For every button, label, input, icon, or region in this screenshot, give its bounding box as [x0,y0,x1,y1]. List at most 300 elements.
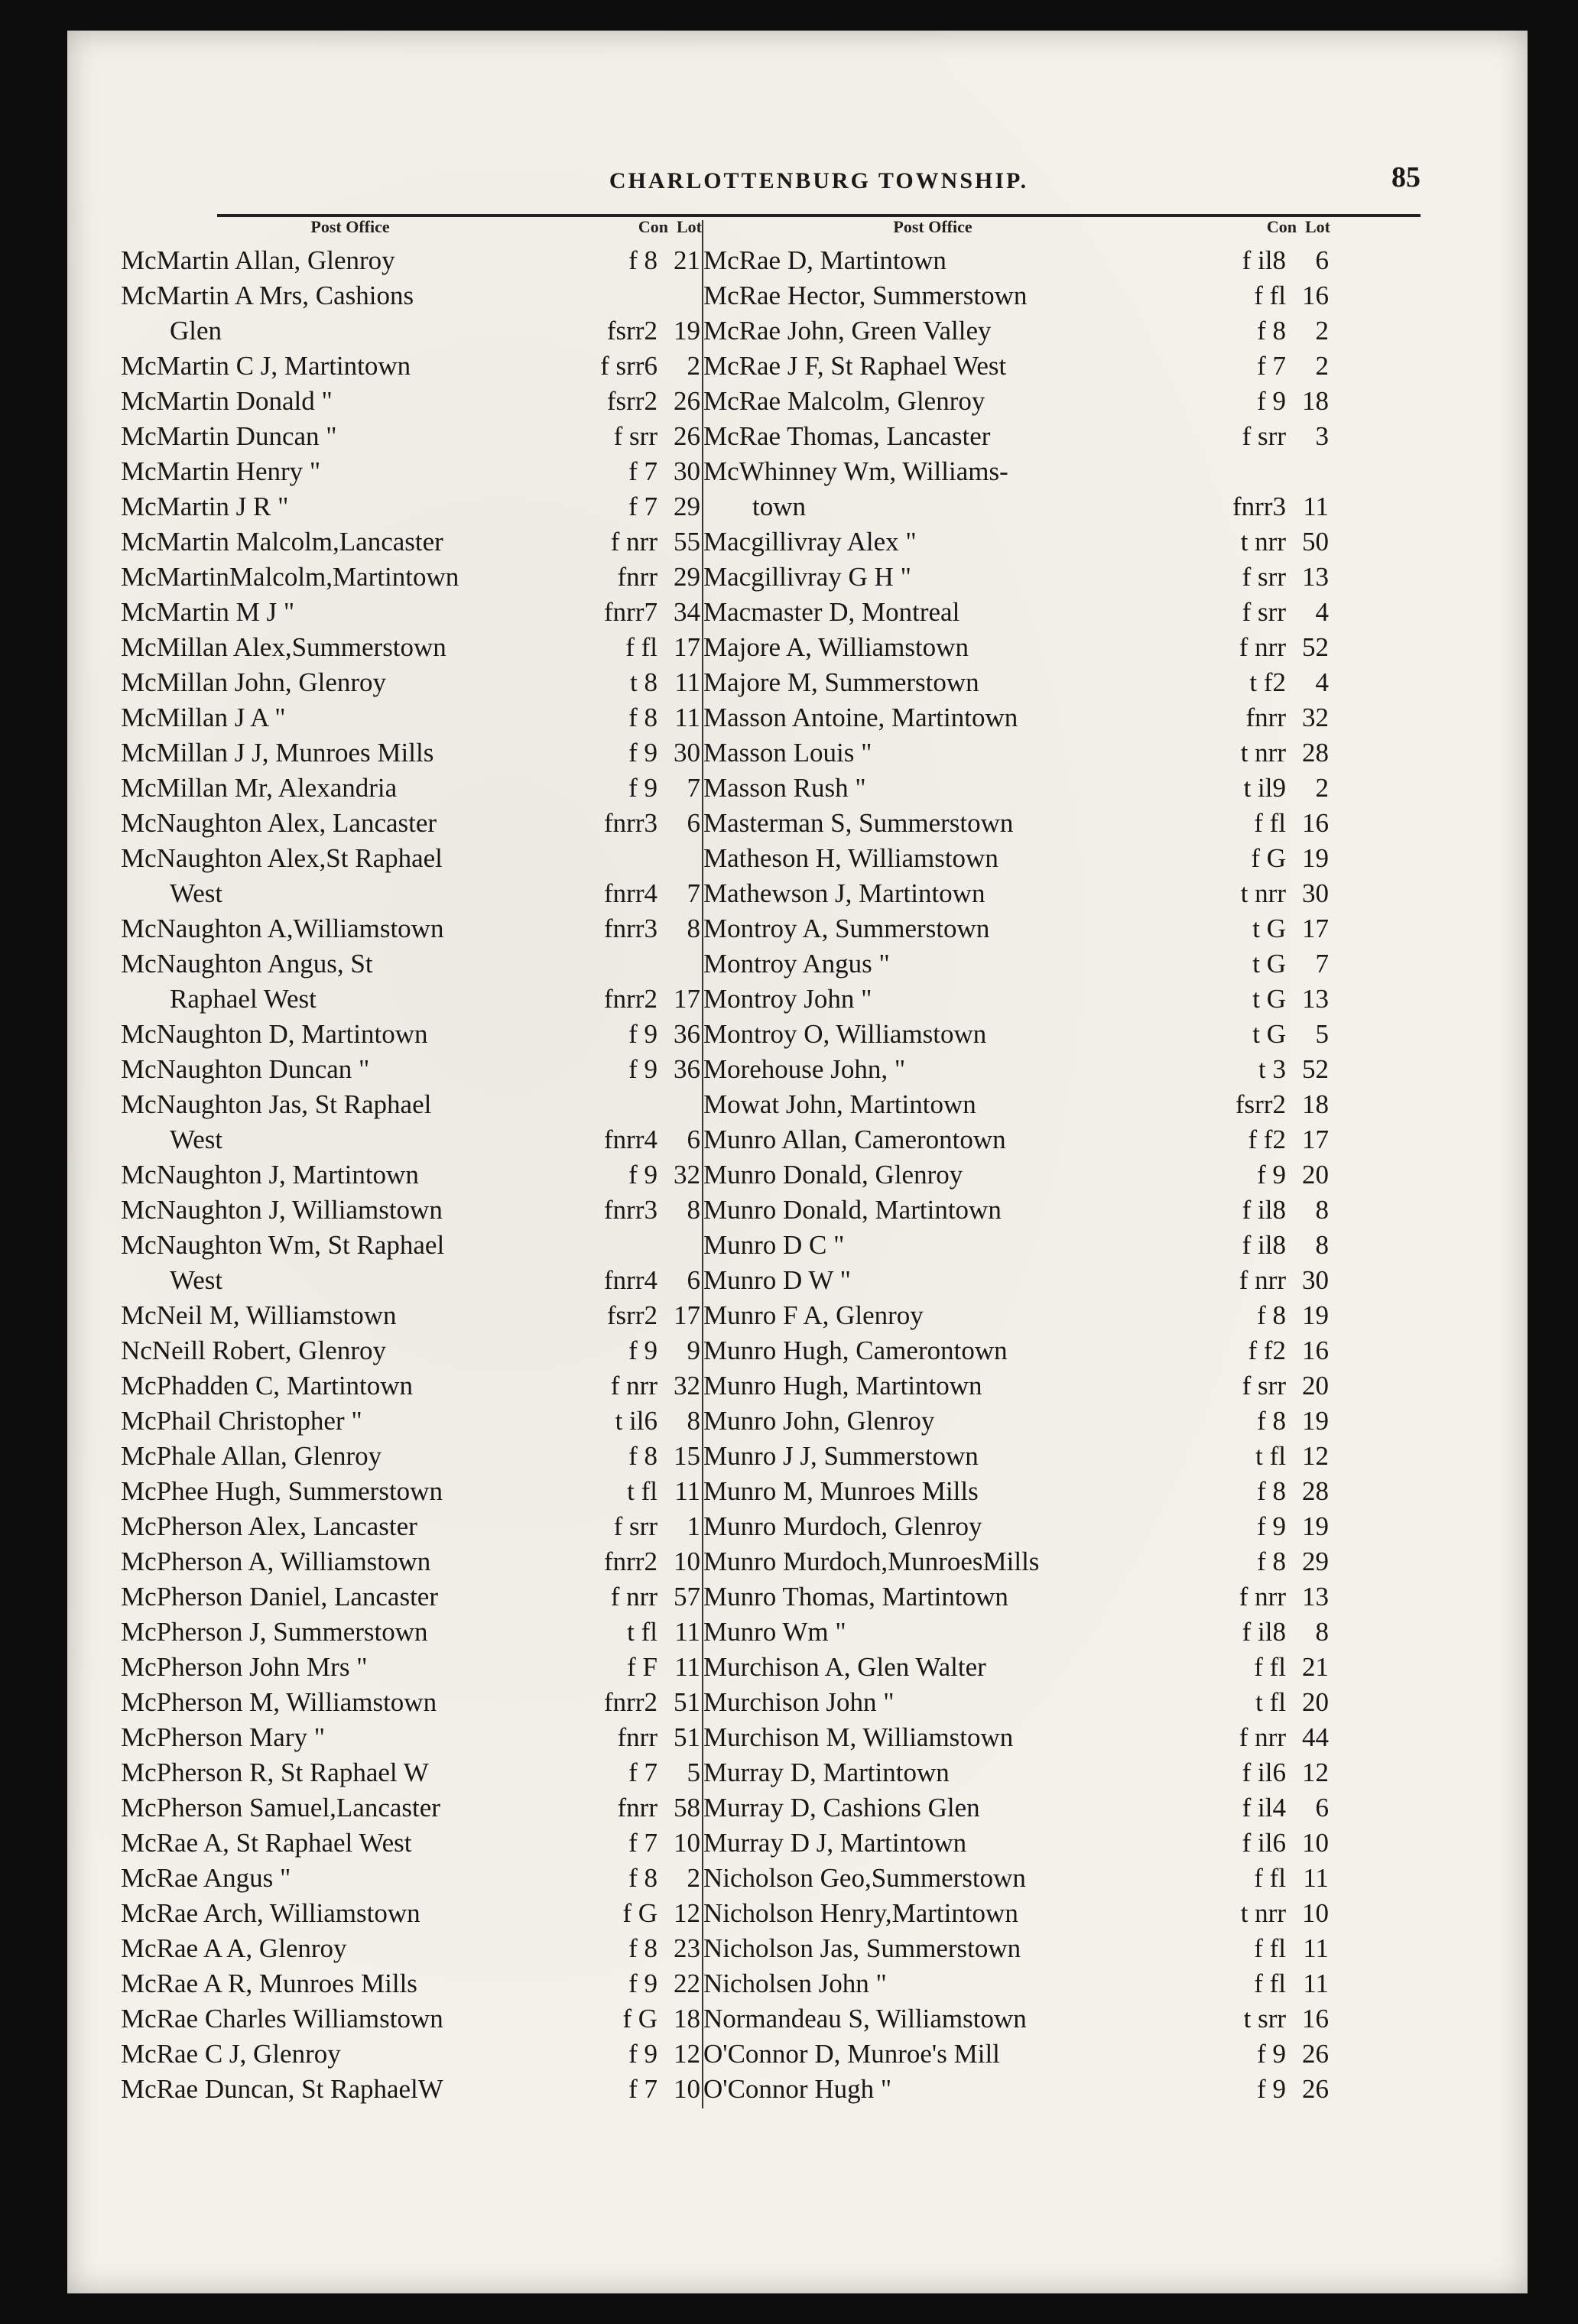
directory-entry [703,349,1330,384]
entry-lot: 11 [674,703,700,732]
entry-con: f 8 [628,1933,658,1963]
directory-entry [121,1298,702,1333]
entry-con: f 9 [628,1969,658,1998]
entry-name: Murray D J, Martintown [703,1828,967,1858]
entry-lot: 30 [674,456,700,486]
entry-lot: 29 [674,562,700,592]
entry-name: Murchison John " [703,1687,895,1717]
entry-lot: 4 [1315,597,1329,627]
entry-con: f il6 [1242,1758,1286,1787]
entry-lot: 8 [1315,1195,1329,1225]
entry-lot: 30 [674,738,700,768]
directory-entry [703,841,1330,876]
entry-con: f fl [1254,1652,1286,1682]
entry-name: McMillan J A " [121,703,286,732]
entry-lot: 17 [1302,1125,1329,1154]
entry-lot: 16 [1302,808,1329,838]
entry-con: f 8 [628,1441,658,1471]
entry-con: f 7 [628,492,658,521]
entry-name: West [170,1265,223,1295]
directory-entry [703,595,1330,630]
entry-name: McRae Duncan, St RaphaelW [121,2074,443,2104]
right-column-header [703,217,1330,243]
directory-entry [121,1896,702,1931]
directory-entry [703,243,1330,278]
entry-con: t nrr [1240,527,1286,557]
directory-entry [703,2001,1330,2037]
entry-name: McMartin Henry " [121,456,321,486]
directory-entry [703,946,1330,982]
entry-name: Montroy A, Summerstown [703,914,990,943]
entry-con: t 8 [630,667,658,697]
entry-con: f 9 [628,1054,658,1084]
directory-entry [703,1298,1330,1333]
entry-name: McRae A R, Munroes Mills [121,1969,417,1998]
directory-entry [703,1017,1330,1052]
entry-lot: 36 [674,1019,700,1049]
entry-lot: 6 [1315,1793,1329,1823]
directory-entry [703,1896,1330,1931]
entry-con: f fl [625,632,658,662]
entry-lot: 2 [687,1863,700,1893]
entry-con: fnrr7 [604,597,658,627]
entry-name: McPhadden C, Martintown [121,1371,414,1401]
directory-entry [121,1193,702,1228]
entry-name: McNaughton A,Williamstown [121,914,444,943]
entry-lot: 6 [687,808,700,838]
entry-lot: 6 [1315,245,1329,275]
entry-name: McMartin C J, Martintown [121,351,411,381]
directory-entry [703,1122,1330,1157]
entry-con: fnrr3 [1232,492,1286,521]
entry-con: fnrr3 [604,808,658,838]
entry-con: f nrr [610,1371,658,1401]
directory-entry [703,876,1330,911]
entry-con: f 8 [628,245,658,275]
entry-lot: 20 [1302,1371,1329,1401]
directory-entry [121,982,702,1017]
entry-con: t il6 [615,1406,658,1436]
entry-lot: 10 [1302,1898,1329,1928]
directory-entry [121,1228,702,1263]
entry-con: f 7 [1257,351,1286,381]
entry-con: f F [627,1652,658,1682]
directory-entry [121,454,702,489]
entry-con: f 8 [1257,1547,1286,1576]
directory-entry [121,1615,702,1650]
entry-lot: 44 [1302,1722,1329,1752]
entry-lot: 20 [1302,1160,1329,1190]
directory-entry [121,1861,702,1896]
entry-name: town [752,492,806,521]
directory-entry [703,1931,1330,1966]
entry-con: f il8 [1242,245,1286,275]
directory-entry [121,735,702,771]
entry-name: McNaughton D, Martintown [121,1019,428,1049]
directory-entry [121,1474,702,1509]
entry-lot: 10 [674,2074,700,2104]
entry-lot: 11 [674,1476,700,1506]
directory-entry [703,1228,1330,1263]
directory-entry [703,1439,1330,1474]
entry-con: f 8 [1257,1476,1286,1506]
entry-name: Nicholson Jas, Summerstown [703,1933,1021,1963]
entry-lot: 12 [674,2039,700,2069]
entry-lot: 19 [1302,1511,1329,1541]
directory-entry [703,1826,1330,1861]
entry-name: McMartin J R " [121,492,289,521]
entry-lot: 8 [687,914,700,943]
page-number: 85 [1391,161,1421,193]
entry-con: f G [622,1898,658,1928]
entry-name: McRae Malcolm, Glenroy [703,386,985,416]
lot-label: Lot [677,217,702,236]
con-label: Con [1266,217,1297,236]
entry-con: fnrr2 [604,1687,658,1717]
entry-lot: 2 [1315,316,1329,346]
entry-name: McNaughton J, Williamstown [121,1195,443,1225]
entry-name: McRae J F, St Raphael West [703,351,1007,381]
entry-con: f nrr [610,527,658,557]
entry-lot: 23 [674,1933,700,1963]
entry-name: McPhee Hugh, Summerstown [121,1476,443,1506]
entry-con: f il4 [1242,1793,1286,1823]
entry-name: McMartin M J " [121,597,295,627]
directory-entry [121,1052,702,1087]
directory-entry [121,1017,702,1052]
entry-lot: 2 [1315,351,1329,381]
entry-name: McNaughton Alex, Lancaster [121,808,437,838]
entry-lot: 11 [674,1652,700,1682]
entry-name: McPherson R, St Raphael W [121,1758,429,1787]
entry-con: fsrr2 [606,386,658,416]
entry-con: fnrr4 [604,1125,658,1154]
entry-lot: 36 [674,1054,700,1084]
entry-name: McPherson M, Williamstown [121,1687,437,1717]
entry-con: t nrr [1240,738,1286,768]
entry-name: Nicholson Henry,Martintown [703,1898,1018,1928]
directory-entry [121,243,702,278]
entry-name: McMartin A Mrs, Cashions [121,281,414,310]
entry-con: fnrr4 [604,878,658,908]
directory-entry [121,1122,702,1157]
entry-lot: 19 [674,316,700,346]
entry-con: t G [1252,1019,1286,1049]
post-office-label: Post Office [310,217,390,236]
entry-name: McMillan J J, Munroes Mills [121,738,434,768]
entry-lot: 32 [674,1371,700,1401]
entry-con: fnrr4 [604,1265,658,1295]
entry-name: Munro Murdoch,MunroesMills [703,1547,1040,1576]
directory-entry [703,2072,1330,2107]
entry-name: Munro D W " [703,1265,851,1295]
entry-lot: 11 [674,1617,700,1647]
entry-lot: 26 [674,386,700,416]
entry-lot: 10 [1302,1828,1329,1858]
left-column-header [121,217,702,243]
entry-con: f nrr [610,1582,658,1612]
entry-name: McRae Hector, Summerstown [703,281,1028,310]
entry-lot: 21 [674,245,700,275]
entry-name: McNeil M, Williamstown [121,1300,397,1330]
entry-name: McMillan Alex,Summerstown [121,632,446,662]
directory-entry [703,806,1330,841]
entry-lot: 17 [674,632,700,662]
entry-name: Murray D, Cashions Glen [703,1793,980,1823]
directory-entry [703,1544,1330,1579]
entry-con: f 9 [1257,1511,1286,1541]
page-title: CHARLOTTENBURG TOWNSHIP. [609,168,1029,193]
directory-entry [121,1685,702,1720]
entry-con: f srr6 [600,351,658,381]
directory-entry [703,1263,1330,1298]
directory-entry [121,349,702,384]
entry-name: Masson Rush " [703,773,866,803]
entry-name: O'Connor D, Munroe's Mill [703,2039,1000,2069]
entry-name: McPherson A, Williamstown [121,1547,431,1576]
entry-con: f 9 [628,1019,658,1049]
entry-name: McNaughton Duncan " [121,1054,370,1084]
entry-con: f srr [1242,597,1286,627]
directory-entry [121,560,702,595]
entry-lot: 5 [1315,1019,1329,1049]
entry-name: Masson Antoine, Martintown [703,703,1018,732]
entry-name: Majore A, Williamstown [703,632,969,662]
entry-con: f 9 [1257,2074,1286,2104]
entry-con: f nrr [1239,1265,1286,1295]
entry-name: Montroy O, Williamstown [703,1019,987,1049]
entry-lot: 8 [687,1406,700,1436]
directory-entry [121,876,702,911]
directory-entry [121,524,702,560]
entry-name: McMillan John, Glenroy [121,667,387,697]
entry-con: t fl [1255,1441,1286,1471]
entry-con: t f2 [1249,667,1286,697]
entry-con: f srr [1242,421,1286,451]
entry-lot: 21 [1302,1652,1329,1682]
entry-name: Montroy Angus " [703,949,890,979]
entry-name: McPherson Mary " [121,1722,326,1752]
entry-lot: 11 [1303,1933,1329,1963]
directory-entry [703,630,1330,665]
directory-entry [703,1966,1330,2001]
entry-con: f 9 [628,2039,658,2069]
entry-con: fnrr [1245,703,1286,732]
entry-con: f 8 [628,1863,658,1893]
directory-entry [121,1931,702,1966]
directory-entry [121,1790,702,1826]
directory-entry [703,384,1330,419]
directory-entry [703,1861,1330,1896]
directory-entry [121,630,702,665]
directory-entry [121,911,702,946]
entry-name: Munro Thomas, Martintown [703,1582,1008,1612]
entry-con: f 8 [628,703,658,732]
directory-entry [121,2001,702,2037]
directory-entry [703,489,1330,524]
entry-lot: 55 [674,527,700,557]
directory-entry [703,1368,1330,1404]
entry-con: fnrr [617,1793,658,1823]
entry-name: Murchison M, Williamstown [703,1722,1014,1752]
entry-lot: 1 [687,1511,700,1541]
entry-con: f 9 [628,738,658,768]
entry-name: McMartin Allan, Glenroy [121,245,395,275]
lot-label: Lot [1305,217,1330,236]
entry-con: t nrr [1240,878,1286,908]
entry-lot: 51 [674,1687,700,1717]
entry-con: t fl [1255,1687,1286,1717]
entry-name: McPhail Christopher " [121,1406,362,1436]
entry-name: McRae Thomas, Lancaster [703,421,991,451]
directory-entry [121,1509,702,1544]
entry-name: Munro Murdoch, Glenroy [703,1511,982,1541]
entry-name: McNaughton Jas, St Raphael [121,1089,432,1119]
entry-con: f 9 [1257,2039,1286,2069]
entry-lot: 16 [1302,1336,1329,1365]
entry-lot: 29 [1302,1547,1329,1576]
entry-con: f nrr [1239,1722,1286,1752]
entry-lot: 11 [1303,1863,1329,1893]
entry-name: McNaughton Angus, St [121,949,373,979]
entry-con: f il8 [1242,1230,1286,1260]
directory-entry [703,1615,1330,1650]
entry-lot: 2 [687,351,700,381]
entry-name: Munro Allan, Camerontown [703,1125,1006,1154]
entry-con: f fl [1254,1969,1286,1998]
directory-entry [703,419,1330,454]
directory-entry [703,1052,1330,1087]
directory-entry [121,1439,702,1474]
entry-name: McRae Charles Williamstown [121,2004,443,2034]
entry-con: fsrr2 [606,316,658,346]
entry-name: McPherson John Mrs " [121,1652,368,1682]
entry-lot: 11 [1303,492,1329,521]
directory-entry [121,384,702,419]
entry-lot: 13 [1302,1582,1329,1612]
entry-lot: 18 [674,2004,700,2034]
entry-name: McPherson J, Summerstown [121,1617,428,1647]
entry-lot: 19 [1302,1300,1329,1330]
entry-name: Normandeau S, Williamstown [703,2004,1027,2034]
entry-lot: 28 [1302,738,1329,768]
entry-lot: 9 [687,1336,700,1365]
page-header [217,153,1421,217]
entry-con: f fl [1254,808,1286,838]
entry-name: Morehouse John, " [703,1054,906,1084]
directory-entry [703,1193,1330,1228]
directory-entry [121,1368,702,1404]
entry-name: Munro D C " [703,1230,845,1260]
entry-lot: 28 [1302,1476,1329,1506]
entry-lot: 12 [1302,1441,1329,1471]
directory-entry [703,1157,1330,1193]
entry-lot: 13 [1302,562,1329,592]
entry-con: f nrr [1239,1582,1286,1612]
directory-entry [703,1087,1330,1122]
entry-con: f fl [1254,1933,1286,1963]
entry-name: McNaughton Alex,St Raphael [121,843,443,873]
entry-con: f f2 [1248,1125,1286,1154]
entry-con: f 9 [1257,386,1286,416]
directory-entry [121,771,702,806]
entry-con: f nrr [1239,632,1286,662]
directory-entry [703,665,1330,700]
entry-lot: 18 [1302,1089,1329,1119]
entry-lot: 34 [674,597,700,627]
entry-lot: 32 [1302,703,1329,732]
entry-lot: 57 [674,1582,700,1612]
entry-name: McMartinMalcolm,Martintown [121,562,459,592]
directory-entry [121,1404,702,1439]
directory-entry [703,1333,1330,1368]
directory-entry [121,1087,702,1122]
entry-name: Munro Hugh, Martintown [703,1371,982,1401]
entry-lot: 26 [1302,2039,1329,2069]
con-label: Con [638,217,668,236]
entry-con: t G [1252,949,1286,979]
entry-lot: 17 [674,984,700,1014]
directory-entry [703,1509,1330,1544]
entry-name: McPherson Daniel, Lancaster [121,1582,438,1612]
entry-con: f 7 [628,1828,658,1858]
directory-entry [121,2072,702,2107]
entry-con: t G [1252,914,1286,943]
entry-con: t fl [627,1617,658,1647]
entry-name: Matheson H, Williamstown [703,843,998,873]
entry-lot: 10 [674,1828,700,1858]
entry-name: Murray D, Martintown [703,1758,950,1787]
entry-name: McPherson Samuel,Lancaster [121,1793,440,1823]
entry-lot: 8 [687,1195,700,1225]
entry-name: McRae Arch, Williamstown [121,1898,420,1928]
entry-name: Munro F A, Glenroy [703,1300,924,1330]
entry-con: f 9 [628,773,658,803]
entry-name: Raphael West [170,984,317,1014]
entry-con: f 9 [628,1336,658,1365]
entry-name: Masterman S, Summerstown [703,808,1014,838]
entry-name: McMartin Malcolm,Lancaster [121,527,443,557]
entry-con: f 7 [628,1758,658,1787]
directory-entry [703,1755,1330,1790]
entry-con: t G [1252,984,1286,1014]
entry-con: f f2 [1248,1336,1286,1365]
entry-con: t 3 [1258,1054,1286,1084]
entry-name: Munro M, Munroes Mills [703,1476,979,1506]
directory-entry [121,1333,702,1368]
entry-name: Mowat John, Martintown [703,1089,976,1119]
entry-con: f 7 [628,456,658,486]
entry-lot: 7 [687,773,700,803]
entry-lot: 18 [1302,386,1329,416]
directory-entry [121,489,702,524]
entry-name: Macgillivray Alex " [703,527,917,557]
entry-con: t fl [627,1476,658,1506]
entry-lot: 4 [1315,667,1329,697]
entry-con: f 8 [1257,1300,1286,1330]
entry-con: f il8 [1242,1617,1286,1647]
entry-lot: 6 [687,1125,700,1154]
entry-lot: 20 [1302,1687,1329,1717]
entry-lot: 32 [674,1160,700,1190]
entry-name: McMartin Duncan " [121,421,337,451]
directory-entry [121,419,702,454]
entry-lot: 50 [1302,527,1329,557]
entry-name: McRae A, St Raphael West [121,1828,412,1858]
directory-entry [703,735,1330,771]
entry-con: fnrr3 [604,914,658,943]
entry-con: f G [622,2004,658,2034]
